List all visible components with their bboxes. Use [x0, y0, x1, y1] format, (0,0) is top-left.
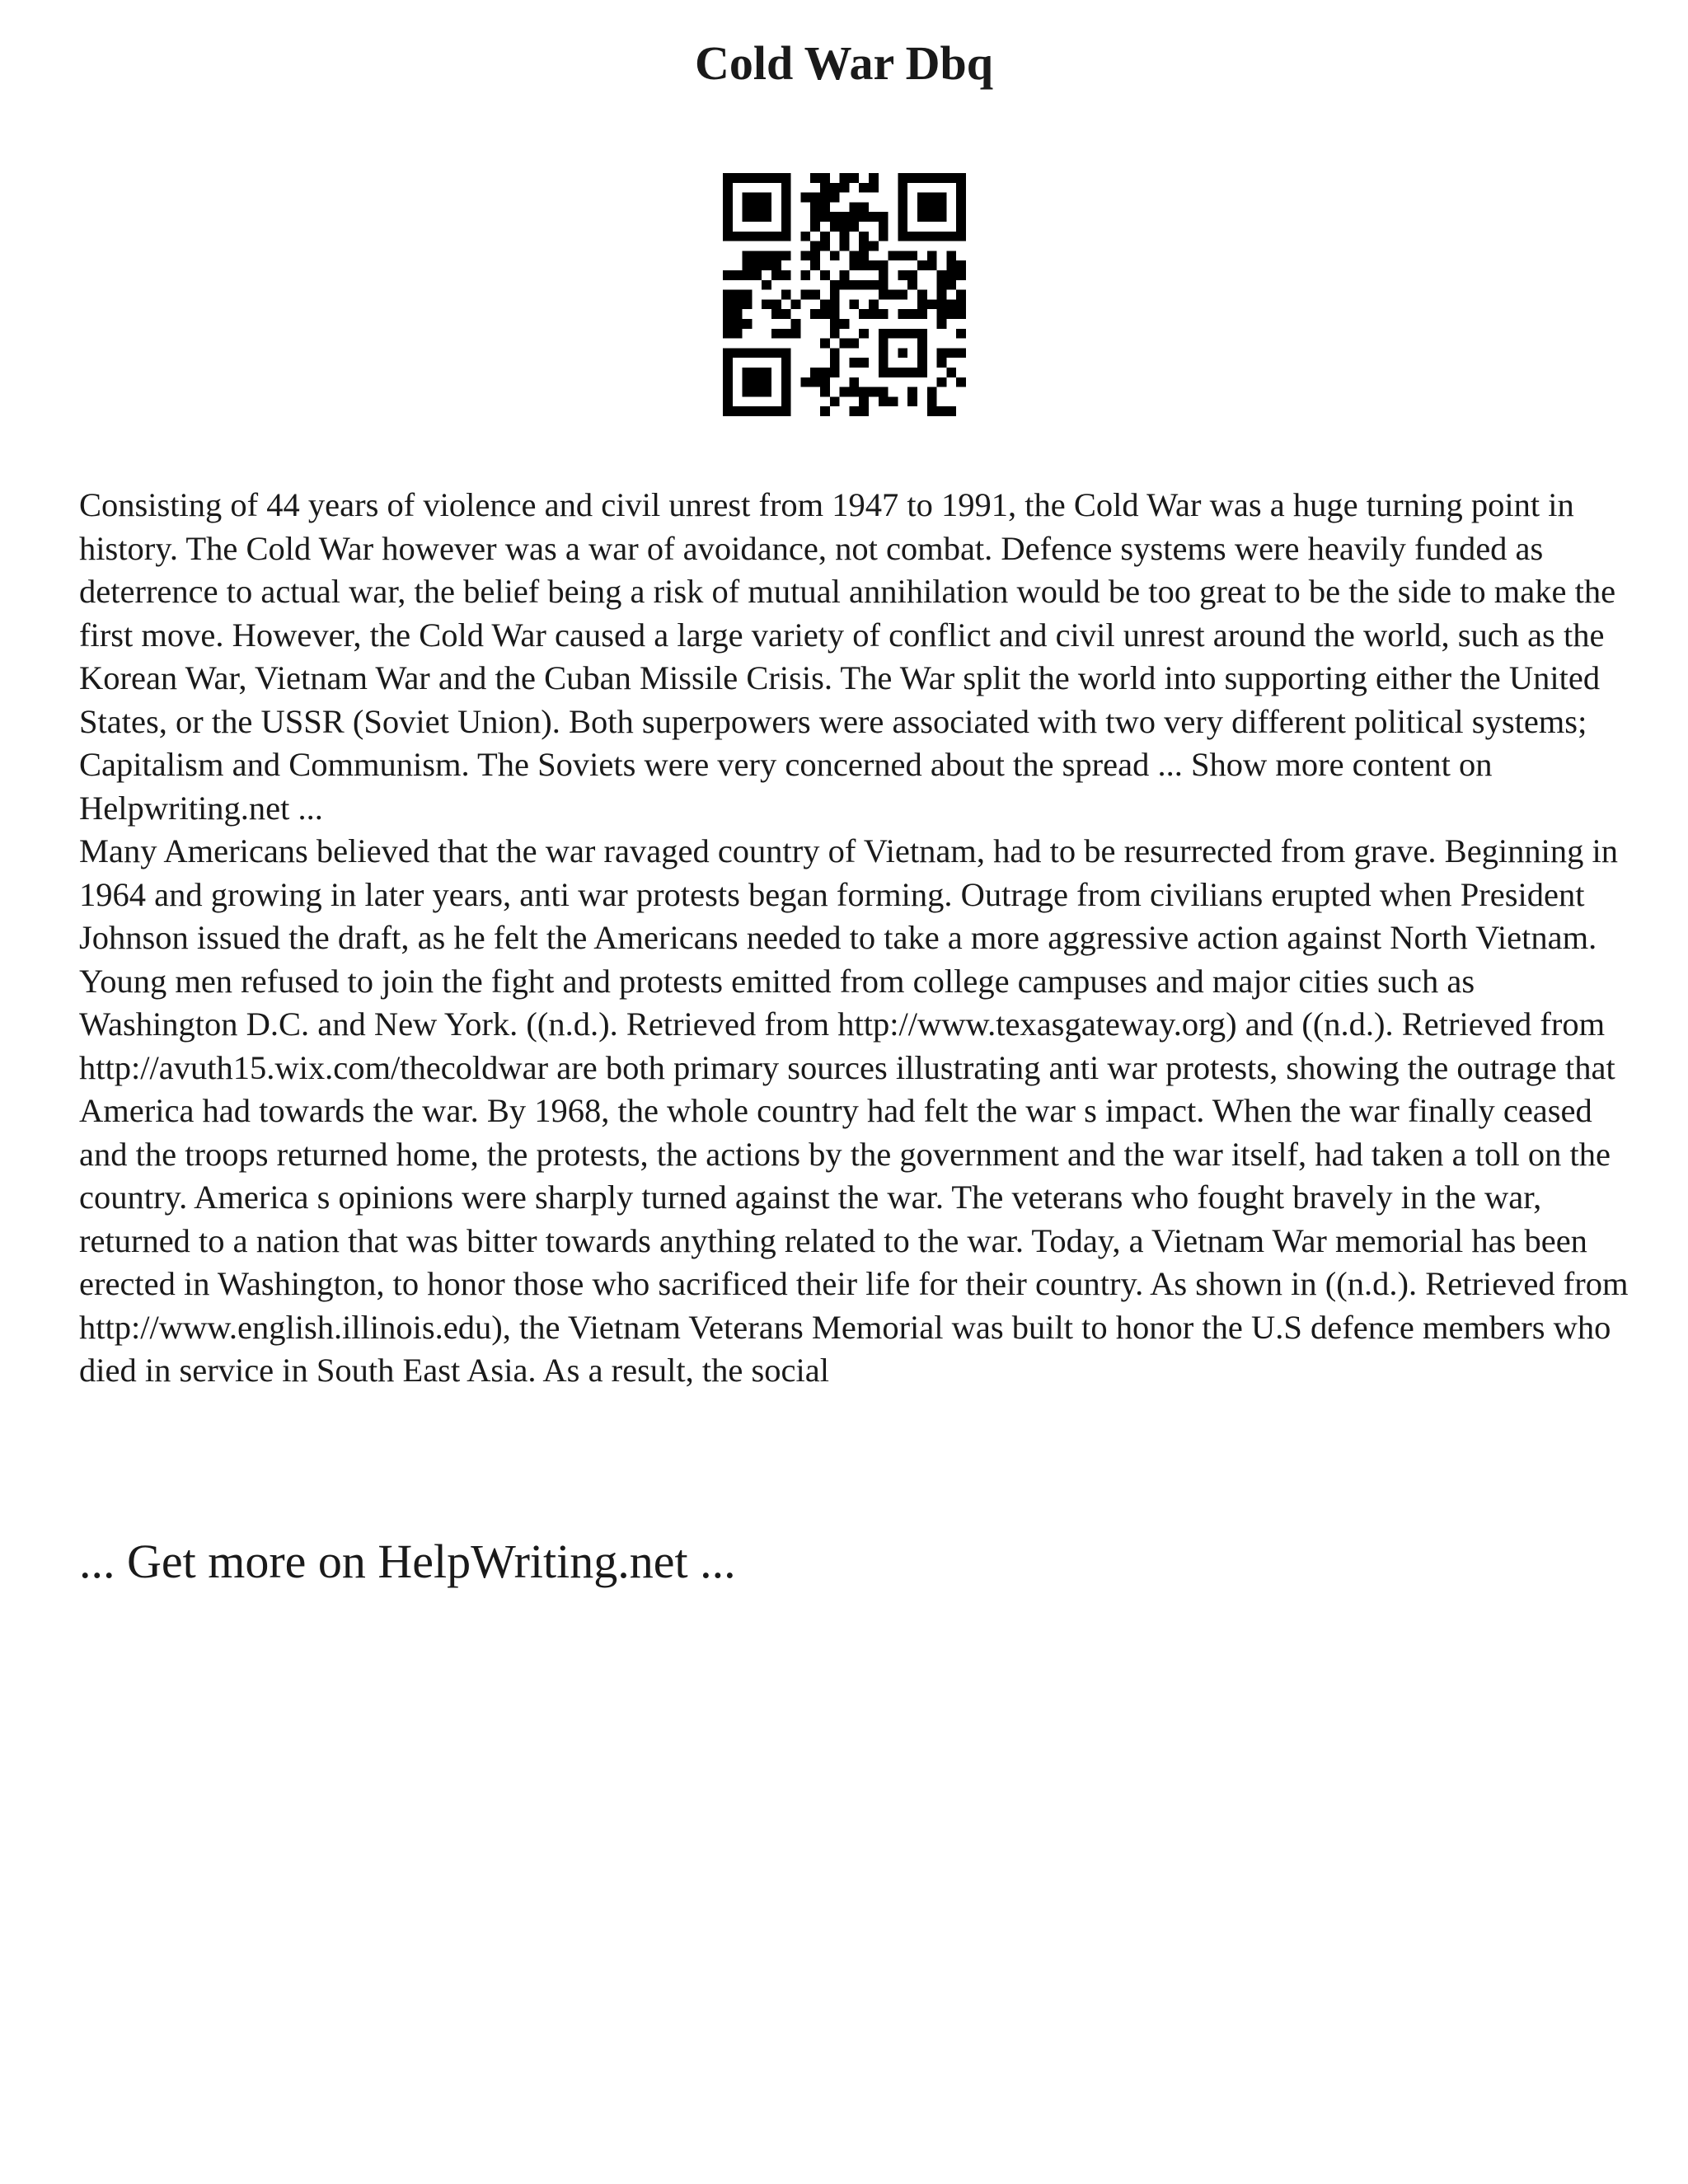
- paragraph-2: Many Americans believed that the war ravaged country of Vietnam, had to be resurrected from grave. Beginning in 1964 and growing in later years, anti war protests began forming. Outrage from civilians erupted when President Johnson issued the draft, as he felt the Americans needed to take a more aggressive action against North Vietnam. Young men refused to join the fight and protests emitted from college campuses and major cities such as Washington D.C. and New York. ((n.d.). Retrieved from http://www.texasgateway.org) and ((n.d.). Retrieved from http://avuth15.wix.com/thecoldwar are both primary sources illustrating anti war protests, showing the outrage that America had towards the war. By 1968, the whole country had felt the war s impact. When the war finally ceased and the troops returned home, the protests, the actions by the government and the war itself, had taken a toll on the country. America s opinions were sharply turned against the war. The veterans who fought bravely in the war, returned to a nation that was bitter towards anything related to the war. Today, a Vietnam War memorial has been erected in Washington, to honor those who sacrificed their life for their country. As shown in ((n.d.). Retrieved from http://www.english.illinois.edu), the Vietnam Veterans Memorial was built to honor the U.S defence members who died in service in South East Asia. As a result, the social: [79, 832, 1629, 1389]
- paragraph-1: Consisting of 44 years of violence and civil unrest from 1947 to 1991, the Cold War was a huge turning point in history. The Cold War however was a war of avoidance, not combat. Defence systems were heavily funded as deterrence to actual war, the belief being a risk of mutual annihilation would be too great to be the side to make the first move. However, the Cold War caused a large variety of conflict and civil unrest around the world, such as the Korean War, Vietnam War and the Cuban Missile Crisis. The War split the world into supporting either the United States, or the USSR (Soviet Union). Both superpowers were associated with two very different political systems; Capitalism and Communism. The Soviets were very concerned about the spread ... Show more content on Helpwriting.net ...: [79, 486, 1616, 827]
- qr-code-graphic: [723, 173, 966, 416]
- qr-code-icon: [723, 173, 966, 416]
- article-body: [79, 484, 1629, 1393]
- get-more-link[interactable]: ... Get more on HelpWriting.net ...: [79, 1535, 736, 1588]
- page-title: Cold War Dbq: [694, 36, 994, 90]
